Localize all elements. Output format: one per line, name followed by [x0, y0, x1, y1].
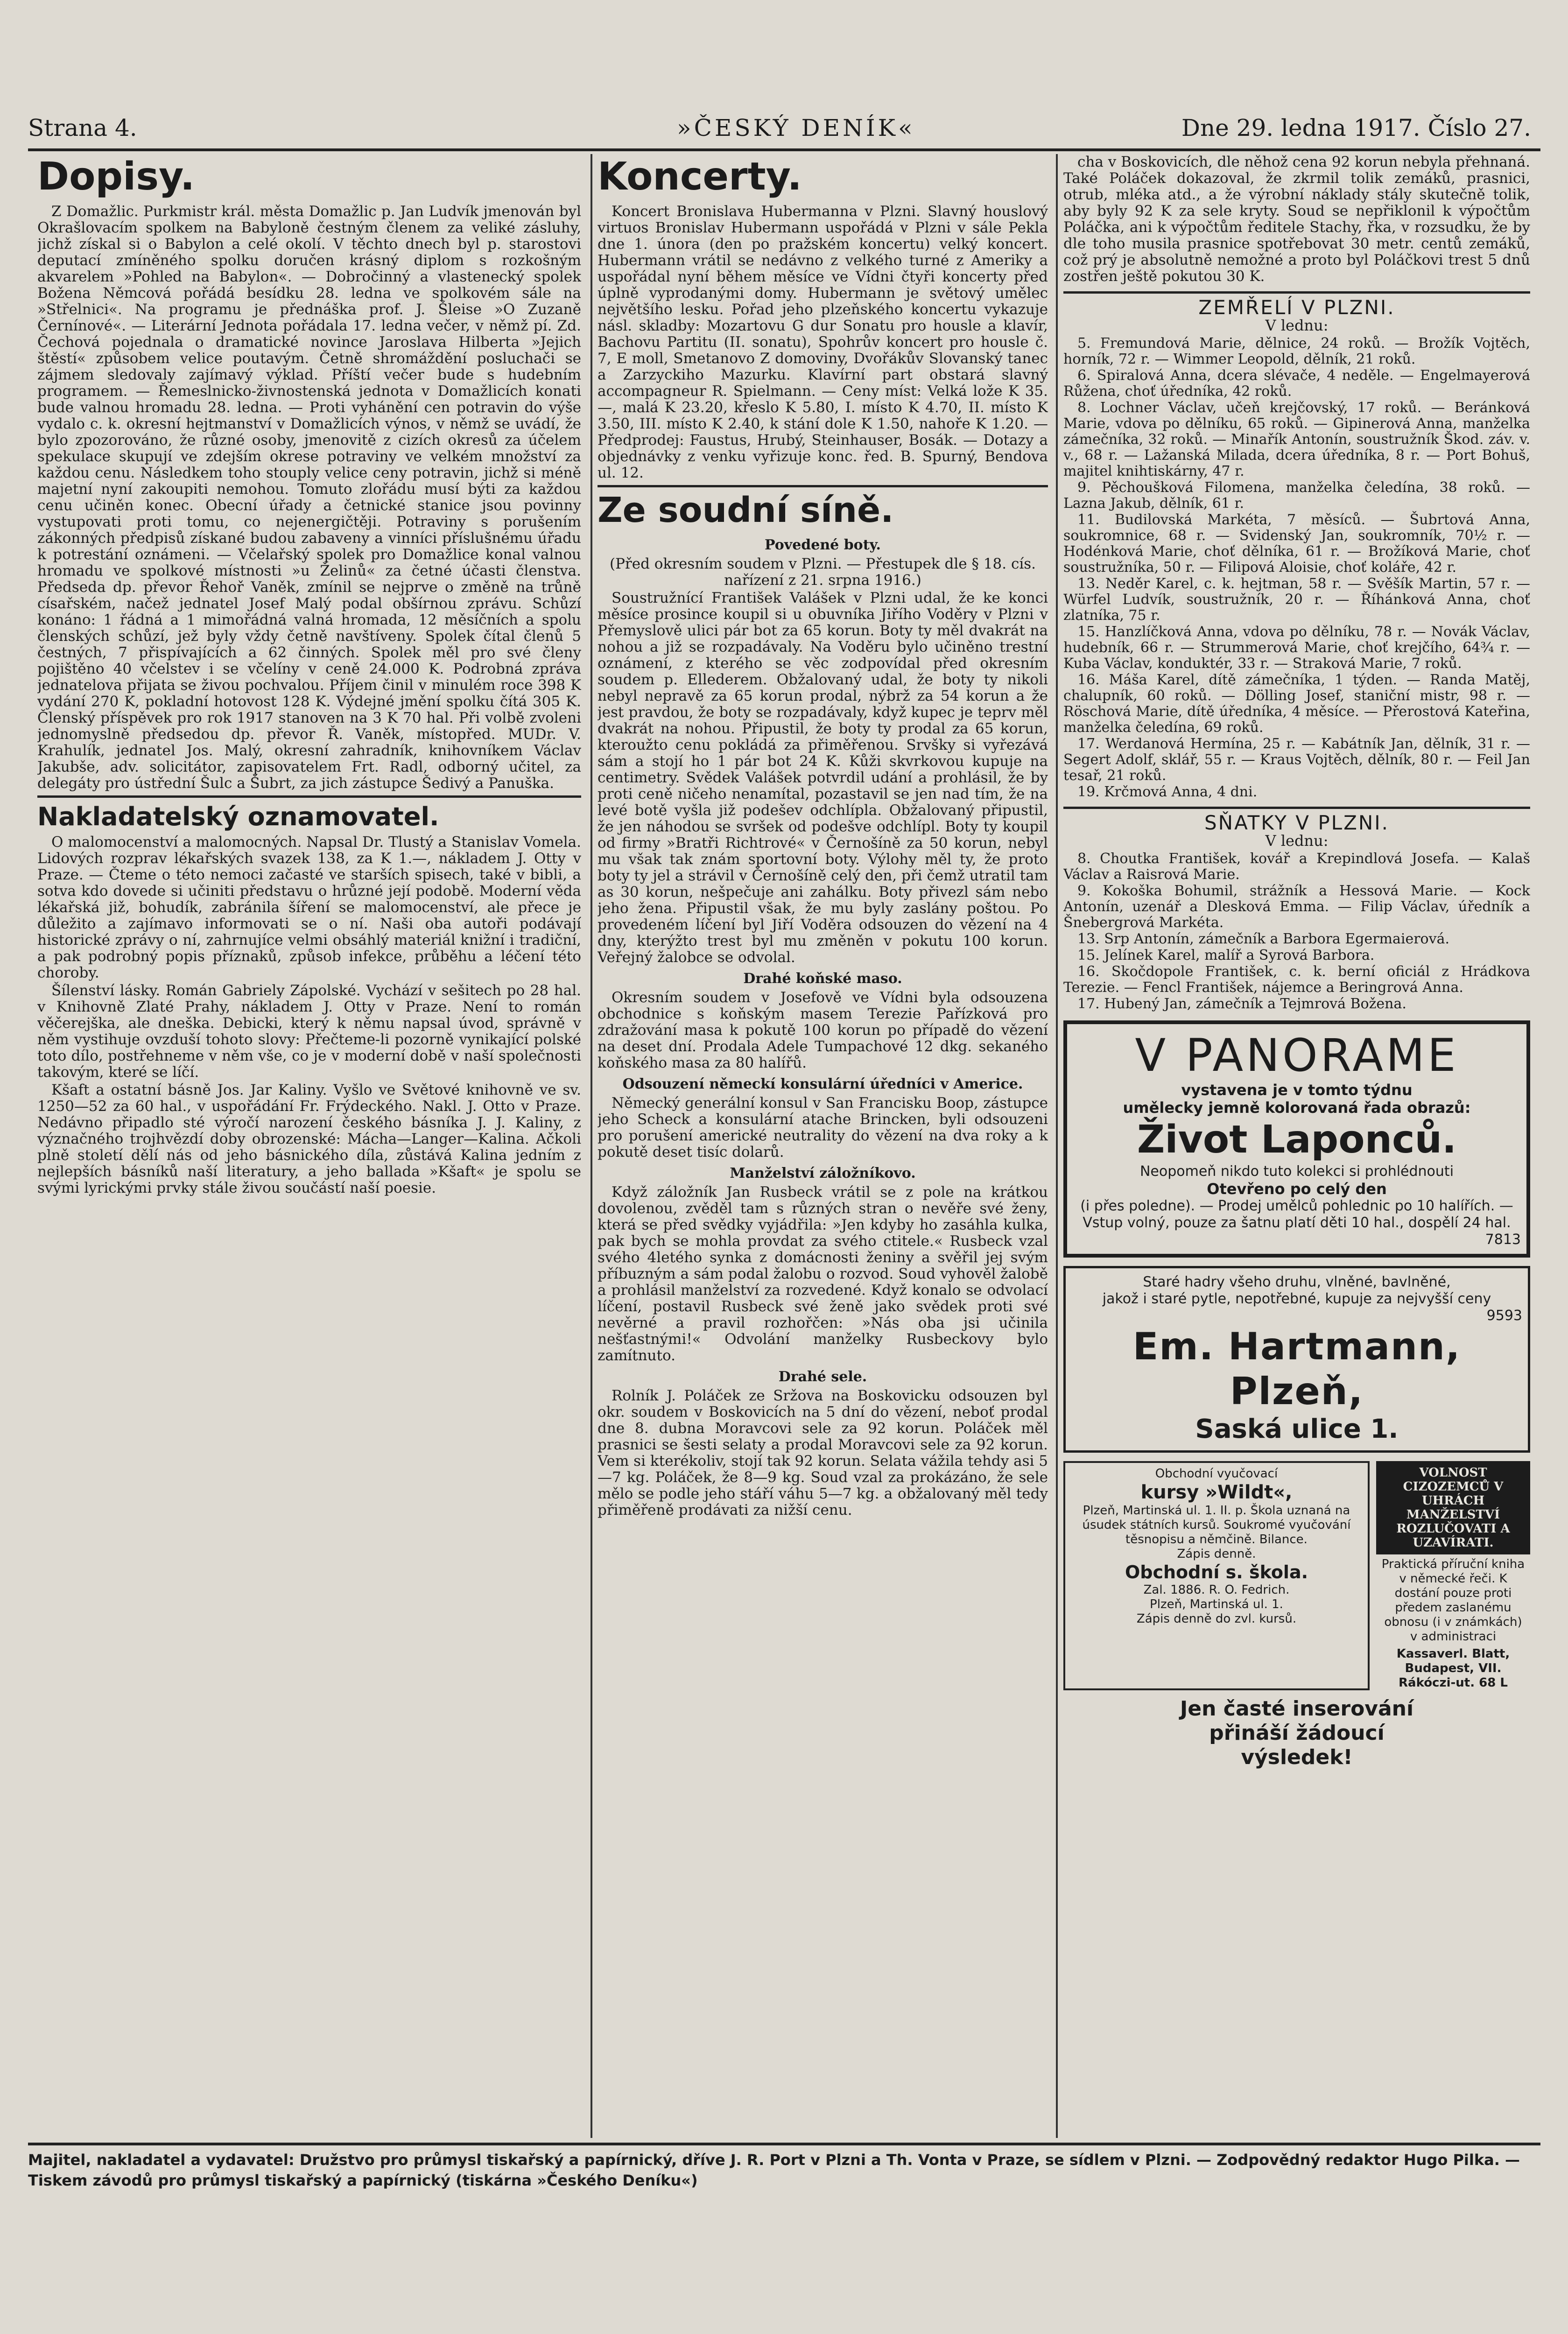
list-item: 15. Jelínek Karel, malíř a Syrová Barbora.	[1077, 947, 1375, 963]
subhead-maso: Drahé koňské maso.	[743, 970, 902, 987]
ad-number: 7813	[1485, 1231, 1521, 1248]
ad-insert	[1063, 1697, 1530, 1770]
imprint-footer: Majitel, nakladatel a vydavatel: Družstvo pro průmysl tiskařský a papírnický, dříve J. R. Port v Plzni a Th. Vonta v Praze, se sídlem v Plzni. — Zodpovědný redaktor Hugo Pilka. — Tiskem závodů pro průmysl tiskařský a papírnický (tiskárna »Českého Deníku«)	[28, 2151, 1520, 2189]
list-item: 16. Skočdopole František, c. k. berní oficiál z Hrádkova Terezie. — Fencl František, nájemce a Beringrová Anna.	[1063, 963, 1530, 996]
list-item: 9. Pěchoušková Filomena, manželka čeledína, 38 roků. — Lazna Jakub, dělník, 61 r.	[1063, 479, 1530, 512]
deaths-list	[1063, 336, 1530, 800]
article-konsulove: Německý generální konsul v San Francisku Boop, zástupce jeho Scheck a konsulární atache Brincken, byli odsouzeni pro porušení americké neutrality do vězení na dva roky a k pokutě deset tisíc dolarů.	[598, 1095, 1048, 1160]
ad-text: Kassaverl. Blatt, Budapest, VII. Rákóczi-ut. 68 L	[1396, 1647, 1510, 1690]
list-item: 16. Máša Karel, dítě zámečníka, 1 týden. — Randa Matěj, chalupník, 60 roků. — Dölling Josef, staniční mistr, 98 r. — Röschová Marie, dítě úředníka, 4 měsíce. — Přerostová Kateřina, manželka čeledína, 69 roků.	[1063, 672, 1530, 736]
footer-rule	[28, 2143, 1540, 2145]
page-header	[28, 110, 1540, 147]
ad-text: Neopomeň nikdo tuto kolekci si prohlédnouti	[1139, 1163, 1454, 1180]
ad-number: 9593	[1486, 1308, 1522, 1324]
section-title-soudni-sin: Ze soudní síně.	[598, 490, 894, 530]
list-item: 19. Krčmová Anna, 4 dni.	[1077, 784, 1258, 800]
ad-text: Staré hadry všeho druhu, vlněné, bavlněné,	[1143, 1274, 1451, 1290]
subhead-manzelstvi: Manželství záložníkovo.	[730, 1165, 916, 1181]
list-item: 13. Neděr Karel, c. k. hejtman, 58 r. — Svěšík Martin, 57 r. — Würfel Ludvík, soustružník, 20 r. — Říhánková Anna, choť zlatníka, 75 r.	[1063, 576, 1530, 624]
article-sele-continued: cha v Boskovicích, dle něhož cena 92 korun nebyla přehnaná. Také Poláček dokazoval, že zkrmil tolik zemáků, prasnici, otrub, mléka atd., a že výrobní náklady stály skutečně tolik, aby byly 92 K za sele kryty. Soud se nepřiklonil k výpočtům Poláčka, ani k výpočtům ředitele Stachy, řka, v rozsudku, že by dle toho musila prasnice spotřebovat 30 metr. centů zemáků, což prý je absolutně nemožné a proto byl Poláčkovi trest 5 dnů zostřen ještě pokutou 30 K.	[1063, 154, 1530, 285]
marriages-list	[1063, 851, 1530, 1012]
section-title-zemreli: ZEMŘELÍ V PLZNI.	[1063, 291, 1530, 316]
ad-volnost-banner	[1376, 1461, 1530, 1554]
column-3	[1063, 154, 1530, 2145]
ad-text: umělecky jemně kolorovaná řada obrazů:	[1123, 1099, 1471, 1117]
notice-silenstvi: Šílenství lásky. Román Gabriely Zápolské. Vychází v sešitech po 28 hal. v Knihovně Zlaté Prahy, nákladem J. Otty v Praze. Není to román věčerejška, ale dneška. Debicki, který k němu napsal úvod, správně v něm vystihuje ovzduší tohoto slovy: Přečteme-li pozorně vynikající polské toto dílo, postřehneme v něm vše, co je v moderní době v naší společnosti takovým, které se líčí.	[37, 982, 581, 1081]
ad-text: přináší žádoucí	[1209, 1721, 1385, 1745]
ad-text: VOLNOST CIZOZEMCŮ V UHRÁCH	[1403, 1466, 1504, 1508]
ad-hartmann	[1063, 1266, 1530, 1453]
column-divider	[591, 154, 592, 2138]
ad-panorama-headline: Život Laponců.	[1137, 1118, 1457, 1162]
ad-text: Obchodní vyučovací	[1155, 1467, 1278, 1481]
ad-text: vystavena je v tomto týdnu	[1181, 1081, 1413, 1099]
list-item: 17. Werdanová Hermína, 25 r. — Kabátník Jan, dělník, 31 r. — Segert Adolf, sklář, 55 r. — Kraus Vojtěch, dělník, 80 r. — Feil Jan tesař, 21 roků.	[1063, 736, 1530, 784]
issue-date: Dne 29. ledna 1917. Číslo 27.	[1181, 114, 1531, 141]
column-1	[37, 154, 581, 2145]
subhead-boty: Povedené boty.	[765, 537, 881, 553]
section-title-snatky: SŇATKY V PLZNI.	[1063, 807, 1530, 831]
ad-volnost	[1376, 1461, 1530, 1690]
section-title-koncerty: Koncerty.	[598, 155, 802, 199]
month-label: V lednu:	[1265, 832, 1329, 850]
article-manzelstvi: Když záložník Jan Rusbeck vrátil se z pole na krátkou dovolenou, zvěděl tam s různých stran o nevěře své ženy, která se před svědky vyjádřila: »Jen kdyby ho zasáhla kulka, pak bych se mohla provdat za svého ctitele.« Rusbeck vzal svého 4letého synka z domácnosti ženiny a svěřil jej svým příbuzným a sám podal žalobu o rozvod. Soud vyhověl žalobě a prohlásil manželství za rozvedené. Když konalo se odvolací líčení, postavil Rusbeck své ženě jako svědek proti své nevěrné a pravil rozhořčen: »Nás oba jsi učinila nešťastnými!« Odvolání manželky Rusbeckovy bylo zamítnuto.	[598, 1184, 1048, 1364]
ad-text: kursy »Wildt«,	[1140, 1482, 1293, 1503]
divider	[598, 485, 1048, 487]
list-item: 8. Choutka František, kovář a Krepindlová Josefa. — Kalaš Václav a Raisrová Marie.	[1063, 851, 1530, 883]
column-2	[598, 154, 1048, 2145]
ad-panorama	[1063, 1020, 1530, 1258]
article-maso: Okresním soudem v Josefově ve Vídni byla odsouzena obchodnice s koňským masem Terezie Pařízková pro zdražování masa k pokutě 100 korun po případě do vězení na deset dní. Prodala Adele Tumpachové 12 dkg. sekaného koňského masa za 80 halířů.	[598, 989, 1048, 1071]
article-sele: Rolník J. Poláček ze Sržova na Boskovicku odsouzen byl okr. soudem v Boskovicích na 5 dní do vězení, neboť prodal dne 8. dubna Moravcovi sele za 92 korun. Poláček měl prasnici se šesti selaty a prodal Moravcovi sele za 92 korun. Vem si kterékoliv, stojí tak 92 korun. Selata vážila tehdy asi 5—7 kg. Poláček, že 8—9 kg. Soud vzal za prokázáno, že sele mělo se podle jeho stáří váhu 5—7 kg. a obžalovaný měl tedy přiměřeně prodávati za nižší cenu.	[598, 1387, 1048, 1519]
ad-row	[1063, 1461, 1530, 1690]
ad-text: Otevřeno po celý den	[1207, 1180, 1387, 1198]
ad-hartmann-address: Saská ulice 1.	[1195, 1414, 1399, 1444]
list-item: 6. Spiralová Anna, dcera slévače, 4 neděle. — Engelmayerová Růžena, choť úředníka, 42 roků.	[1063, 367, 1530, 400]
list-item: 11. Budilovská Markéta, 7 měsíců. — Šubrtová Anna, soukromnice, 68 r. — Svidenský Jan, soukromník, 70½ r. — Hodénková Marie, choť dělníka, 61 r. — Brožíková Marie, choť soustružníka, 50 r. — Filipová Aloisie, choť koláře, 42 r.	[1063, 512, 1530, 576]
ad-panorama-title: V PANORAME	[1135, 1029, 1459, 1082]
ad-text: jakož i staré pytle, nepotřebné, kupuje za nejvyšší ceny	[1102, 1291, 1491, 1307]
article-koncert: Koncert Bronislava Hubermanna v Plzni. Slavný houslový virtuos Bronislav Hubermann uspořádá v Plzni v sále Pekla dne 1. února (den po pražském koncertu) velký koncert. Hubermann vrátil se nedávno z velkého turné z Ameriky a uspořádal nyní během měsíce ve Vídni čtyři koncerty před úplně vyprodanými domy. Hubermann je světový umělec největšího lesku. Pořad jeho plzeňského koncertu vykazuje násl. skladby: Mozartovu G dur Sonatu pro housle a klavír, Bachovu Partitu (II. sonatu), Spohrův koncert pro housle č. 7, E moll, Smetanovo Z domoviny, Dvořákův Slovanský tanec a Zarzyckiho Mazurku. Klavírní part obstará slavný accompagneur R. Spielmann. — Ceny míst: Velká lože K 35.—, malá K 23.20, křeslo K 5.80, I. místo K 4.70, II. místo K 3.50, III. místo K 2.40, k stání dole K 1.50, nahoře K 1.20. — Předprodej: Faustus, Hrubý, Steinhauser, Bosák. — Dotazy a objednávky z venku vyřizuje konc. řed. B. Spurný, Bendova ul. 12.	[598, 203, 1048, 481]
subhead-sele: Drahé sele.	[778, 1369, 867, 1385]
ad-hartmann-name: Em. Hartmann, Plzeň,	[1132, 1325, 1461, 1413]
notice-ksaft: Kšaft a ostatní básně Jos. Jar Kaliny. Vyšlo ve Světové knihovně ve sv. 1250—52 za 60 hal., v uspořádání Fr. Frýdeckého. Nakl. J. Otto v Praze. Nedávno připadlo sté výročí narození českého básníka J. J. Kaliny, z význačného trojhvězdí doby obrozenské: Mácha—Langer—Kalina. Ačkoli plně století dělí nás od jeho básnického díla, zůstává Kalina jedním z nejlepších básníků naší literatury, a jeho ballada »Kšaft« je spolu se svými lyrickými prvky stále živou součástí naší poesie.	[37, 1082, 581, 1196]
list-item: 8. Lochner Václav, učeň krejčovský, 17 roků. — Beránková Marie, vdova po dělníku, 65 roků. — Gipinerová Anna, manželka zámečníka, 32 roků. — Minařík Antonín, soustružník Škod. záv. v. v., 68 r. — Lažanská Milada, dcera úředníka, 8 r. — Port Bohuš, majitel knihtiskárny, 47 r.	[1063, 400, 1530, 479]
subhead-konsulove: Odsouzení německí konsulární úředníci v Americe.	[622, 1076, 1023, 1092]
article-dopisy: Z Domažlic. Purkmistr král. města Domažlic p. Jan Ludvík jmenován byl Okrašlovacím spolkem na Babyloně čestným členem za veliké zásluhy, jichž získal si o Babylon a celé okolí. V těchto dnech byl p. starostovi deputací zmíněného spolku doručen krásný diplom s rozkošným akvarelem »Pohled na Babylon«. — Dobročinný a vlastenecký spolek Božena Němcová pořádá besídku 28. ledna ve spolkovém sále na »Střelnici«. Na programu je přednáška prof. J. Šleise »O Zuzaně Černínové«. — Literární Jednota pořádala 17. ledna večer, v němž pí. Zd. Čechová pojednala o dramatické novince Jaroslava Hilberta »Jejich štěstí« způsobem velice poutavým. Četně shromáždění posluchači se zájmem sledovaly zajímavý výklad. Příští večer bude s hudebním programem. — Řemeslnicko-živnostenská jednota v Domažlicích konati bude valnou hromadu 28. ledna. — Proti vyhánění cen potravin do výše vydalo c. k. okresní hejtmanství v Domažlicích výnos, v němž se uvádí, že bylo zpozorováno, že různé osoby, jmenovitě z cizích okresů za účelem spekulace skupují ve zdejším okrese potraviny ve velkém množství za každou cenu. Následkem toho stouply velice ceny potravin, jichž si méně majetní nyní zakoupiti nemohou. Tomuto zlořádu musí býti za každou cenu učiněn konec. Obecní úřady a četnické stanice jsou povinny vystupovati proti tomu, co nejenergičtěji. Potraviny s porušením zákonných předpisů získané budou zabaveny a vinníci příslušnému úřadu k potrestání oznámeni. — Včelařský spolek pro Domažlice konal valnou hromadu ve spolkové místnosti »u Želinů« za četné účasti členstva. Předseda dp. převor Řehoř Vaněk, zmínil se nejprve o změně na trůně císařském, načež jednatel Josef Malý podal obšírnou zprávu. Schůzí konáno: 1 řádná a 1 mimořádná valná hromada, 12 měsíčních a spolu členských schůzí, jež byly vždy četně navštíveny. Spolek čítal členů 5 čestných, 7 přispívajících a 62 činných. Spolek měl pro své členy pojištěno 40 včelstev i se včelíny v ceně 24.000 K. Podrobná zpráva jednatelova přijata se živou pochvalou. Příjem činil v minulém roce 398 K vydání 270 K, pokladní hotovost 128 K. Výdejné jmění spolku čítá 305 K. Členský příspěvek pro rok 1917 stanoven na 3 K 70 hal. Při volbě zvoleni jednomyslně předsedou dp. převor Ř. Vaněk, místopřed. MUDr. V. Krahulík, jednatel Jos. Malý, okresní zahradník, knihovníkem Václav Jakubše, adv. solicitátor, zapisovatelem Frt. Radl, odborný učitel, za delegáty pro ústřední Šulc a Šubrt, za jich zástupce Šedivý a Panuška.	[37, 203, 581, 792]
ad-text: Plzeň, Martinská ul. 1.	[1150, 1597, 1283, 1611]
list-item: 9. Kokoška Bohumil, strážník a Hessová Marie. — Kock Antonín, uzenář a Dlesková Emma. — Filip Václav, úředník a Šnebergrová Markéta.	[1063, 883, 1530, 931]
list-item: 15. Hanzlíčková Anna, vdova po dělníku, 78 r. — Novák Václav, hudebník, 66 r. — Strummerová Marie, choť krejčího, 64¾ r. — Kuba Václav, konduktér, 33 r. — Straková Marie, 7 roků.	[1063, 624, 1530, 672]
ad-text: (i přes poledne). — Prodej umělců pohlednic po 10 halířích. — Vstup volný, pouze za šatnu platí děti 10 hal., dospělí 24 hal.	[1080, 1198, 1513, 1231]
page-number: Strana 4.	[28, 114, 137, 141]
month-label: V lednu:	[1265, 316, 1329, 334]
court-note: (Před okresním soudem v Plzni. — Přestupek dle § 18. cís. nařízení z 21. srpna 1916.)	[609, 555, 1036, 589]
ad-text: Zal. 1886. R. O. Fedrich.	[1143, 1583, 1290, 1597]
section-title-nakladatelsky: Nakladatelský oznamovatel.	[37, 802, 439, 831]
ad-text: Jen časté inserování	[1180, 1697, 1414, 1721]
column-divider	[1056, 154, 1058, 2138]
ad-kursy	[1063, 1461, 1370, 1690]
ad-text: Plzeň, Martinská ul. 1. II. p. Škola uznaná na úsudek státních kursů. Soukromé vyučování těsnopisu a němčině. Bilance.	[1082, 1504, 1351, 1547]
list-item: 17. Hubený Jan, zámečník a Tejmrová Božena.	[1077, 996, 1406, 1012]
ad-text: Praktická příruční kniha v německé řeči. K dostání pouze proti předem zaslanému obnosu (i v známkách) v administraci	[1381, 1557, 1525, 1644]
ad-text: Zápis denně.	[1177, 1547, 1256, 1561]
divider	[37, 795, 581, 798]
ad-text: Zápis denně do zvl. kursů.	[1136, 1612, 1297, 1626]
header-rule	[28, 148, 1540, 151]
ad-text: Obchodní s. škola.	[1125, 1562, 1308, 1582]
ad-text: výsledek!	[1241, 1745, 1353, 1769]
paper-name: »ČESKÝ DENÍK«	[677, 114, 915, 141]
list-item: 13. Srp Antonín, zámečník a Barbora Egermaierová.	[1077, 931, 1449, 947]
section-title-dopisy: Dopisy.	[37, 155, 195, 199]
article-boty: Soustružnící František Valášek v Plzni udal, že ke konci měsíce prosince koupil si u obuvníka Jiřího Voděry v Plzni v Přemyslově ulici pár bot za 65 korun. Boty ty měl dvakrát na nohou a již se rozpadávaly. Na Voděru bylo učiněno trestní oznámení, z kterého se věc zodpovídal před okresním soudem p. Ellederem. Obžalovaný udal, že boty ty nikoli nebyl nepravě za 65 korun prodal, nýbrž za 54 korun a že jest pravdou, že boty se rozpadávaly, když kupec je teprv měl dvakrát na nohou. Připustil, že boty ty prodal za 65 korun, kteroužto cenu pokládá za přiměřenou. Srvšky si vyřezává sám a stojí ho 1 pár bot 24 K. Kůži skvrkovou kupuje na centimetry. Svědek Valášek potvrdil udání a prohlásil, že by proti ceně ničeho nenamítal, pozastavil se jen nad tím, že na levé botě vyšla již podešev odchlípla. Obžalovaný připustil, že jen náhodou se svršek od podešve odchlípl. Boty ty koupil od firmy »Bratři Richtrové« v Černošíně za 50 korun, nebyl mu však tak znám sportovní boty. Výlohy měl ty, že proto boty ty jel a strávil v Černošíně celý den, při čemž utratil tam as 30 korun, nešpečuje ani zahálku. Boty přivezl sám nebo jeho žena. Připustil však, že mu byly zaslány poštou. Po provedeném líčení byl Jiří Voděra odsouzen do vězení na 4 dny, kterýžto trest byl mu změněn v pokutu 100 korun. Veřejný žalobce se odvolal.	[598, 590, 1048, 966]
notice-malomocenstvi: O malomocenství a malomocných. Napsal Dr. Tlustý a Stanislav Vomela. Lidových rozprav lékařských svazek 138, za K 1.—, nákladem J. Otty v Praze. — Čteme o této nemoci začasté ve starších spisech, také v bibli, a sotva kdo dovede si učiniti představu o hrůzné její podobě. Moderní věda lékařská již, bohudík, zabránila šíření se malomocenství, ale přece je důležito a zajímavo informovati se o ní. Naši oba autoři podávají historické zprávy o ní, zahrnujíce velmi obsáhlý materiál knižní i tradiční, a pak podrobný popis příznaků, způsob infekce, průběhu a léčení této choroby.	[37, 834, 581, 981]
ad-text: MANŽELSTVÍ ROZLUČOVATI A UZAVÍRATI.	[1396, 1508, 1510, 1550]
list-item: 5. Fremundová Marie, dělnice, 24 roků. — Brožík Vojtěch, horník, 72 r. — Wimmer Leopold, dělník, 21 roků.	[1063, 335, 1530, 367]
